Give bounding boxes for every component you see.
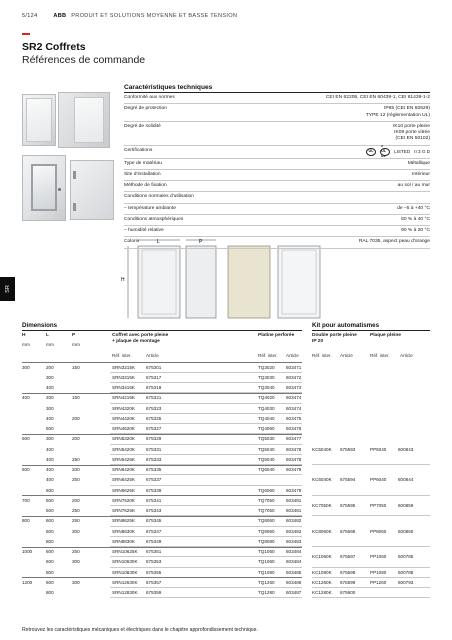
cell-c-art: 675319 — [146, 385, 162, 391]
cell-p-ref: TQ8060 — [258, 528, 275, 534]
cell-p-ref: TQ4030 — [258, 405, 275, 411]
cell-l: 600 — [46, 559, 54, 565]
cell-p-ref: TQ3020 — [258, 364, 275, 370]
platine-art-label: Article — [286, 353, 299, 358]
cell-c-art: 675327 — [146, 426, 162, 432]
cell-c-ref: SRN12630K — [112, 579, 138, 585]
cell-p-art: 603474 — [286, 405, 302, 411]
cell-h: 800 — [22, 518, 30, 524]
kit-pp-ref: PP1260 — [370, 579, 387, 585]
specs-table — [124, 92, 430, 249]
kit-divider — [312, 597, 430, 598]
cell-p-ref: TQ4040 — [258, 415, 275, 421]
kit-d-art: 675597 — [340, 554, 356, 560]
cell-l: 400 — [46, 467, 54, 473]
kit-d-ref: KC1280K — [312, 590, 332, 596]
double-art-label: Article — [340, 353, 353, 358]
cell-h: 1000 — [22, 549, 33, 555]
table-row — [22, 372, 430, 382]
cell-c-ref: SRN10625K — [112, 549, 138, 555]
photo-hinge — [73, 203, 76, 211]
kit-pp-art: 600860 — [398, 528, 414, 534]
kit-pp-art: 600793 — [398, 579, 414, 585]
group-divider — [22, 547, 302, 548]
cell-p-art: 603484 — [286, 549, 302, 555]
cell-p-ref: TQ7050 — [258, 497, 275, 503]
cell-c-art: 675331 — [146, 446, 162, 452]
cell-p-art: 603471 — [286, 364, 302, 370]
cell-c-ref: SRN10830K — [112, 569, 138, 575]
cell-p: 250 — [72, 456, 80, 462]
cell-p-ref: TQ5040 — [258, 446, 275, 452]
cell-p-art: 603483 — [286, 538, 302, 544]
kit-pp-ref: PP8060 — [370, 528, 387, 534]
cell-p: 200 — [72, 467, 80, 473]
spec-row — [124, 170, 430, 181]
photo-lock — [58, 188, 61, 191]
table-row — [22, 362, 430, 372]
kit-d-ref: KC7050K — [312, 503, 332, 508]
table-row — [22, 393, 430, 403]
cell-c-ref: SRN7525K — [112, 508, 135, 514]
cell-p-ref: TQ3040 — [258, 385, 275, 391]
kit-divider — [312, 464, 430, 465]
footnote: Retrouvez les caractéristiques mécaniques et électriques dans le chapitre approfondissement technique. — [22, 627, 258, 633]
table-row — [22, 383, 430, 393]
cell-p-art: 603475 — [286, 415, 302, 421]
cell-p-ref: TQ7050 — [258, 508, 275, 514]
kit-divider — [312, 546, 430, 547]
table-row — [22, 413, 430, 423]
cell-c-art: 675347 — [146, 528, 162, 534]
double-ref-label: Réf. inter. — [312, 353, 332, 358]
spec-row — [124, 159, 430, 170]
kit-d-art: 675596 — [340, 528, 356, 534]
spec-label: Méthode de fixation — [124, 183, 167, 189]
table-row — [22, 485, 430, 495]
cert-mark-icon: II 3 G D — [414, 148, 430, 154]
spec-label: Degré de solidité — [124, 123, 161, 129]
cell-p-ref: TQ1080 — [258, 569, 275, 575]
cell-c-ref: SRN12830K — [112, 590, 138, 596]
spec-label: – humidité relative — [124, 228, 164, 234]
enclosure-photo-glass — [22, 155, 66, 221]
table-row — [22, 454, 430, 464]
cell-p: 150 — [72, 395, 80, 401]
cell-c-ref: SRN8625K — [112, 518, 135, 524]
coffret-ref-label: Réf. inter. — [112, 353, 132, 358]
cell-c-ref: SRN8830K — [112, 538, 135, 544]
kit-d-ref: KC1080K — [312, 569, 332, 575]
cell-l: 400 — [46, 415, 54, 421]
cell-p-art: 603487 — [286, 590, 302, 596]
cell-c-ref: SRN3315K — [112, 374, 135, 380]
group-divider — [22, 577, 302, 578]
cert-mark-icon: c UL us — [380, 148, 390, 156]
kit-divider — [312, 577, 430, 578]
cell-c-art: 675323 — [146, 405, 162, 411]
col-p: P — [72, 333, 76, 338]
cell-c-art: 675321 — [146, 395, 162, 401]
cell-p-art: 603474 — [286, 395, 302, 401]
kit-pp-art: 600843 — [398, 446, 414, 452]
page-number: 5/124 — [22, 13, 38, 19]
cell-p-art: 603484 — [286, 559, 302, 565]
cell-p: 250 — [72, 477, 80, 483]
cell-p-ref: TQ1060 — [258, 549, 275, 555]
cell-l: 400 — [46, 477, 54, 483]
cell-h: 400 — [22, 395, 30, 401]
cell-p-ref: TQ6040 — [258, 467, 275, 473]
spec-label: Conditions atmosphériques — [124, 216, 184, 222]
cell-p: 250 — [72, 549, 80, 555]
reference-table — [22, 362, 430, 598]
cell-p: 200 — [72, 415, 80, 421]
kit-divider — [312, 567, 430, 568]
cell-p-art: 603482 — [286, 528, 302, 534]
cell-p-art: 603478 — [286, 446, 302, 452]
kit-heading: Kit pour automatismes — [312, 322, 380, 329]
cell-p-ref: TQ3030 — [258, 374, 275, 380]
photo-hinge — [73, 171, 76, 179]
table-row — [22, 577, 430, 587]
kit-d-art: 675600 — [340, 590, 356, 596]
cell-l: 400 — [46, 446, 54, 452]
cell-c-ref: SRN3415K — [112, 385, 135, 391]
cell-h: 700 — [22, 497, 30, 503]
cell-p-ref: TQ4060 — [258, 426, 275, 432]
cell-l: 300 — [46, 405, 54, 411]
spec-label: Conditions normales d'utilisation — [124, 194, 194, 200]
enclosure-photo-open-door — [58, 92, 110, 148]
spec-row — [124, 181, 430, 192]
spec-label: Site d'installation — [124, 171, 161, 177]
spec-row — [124, 226, 430, 237]
cell-c-art: 675357 — [146, 579, 162, 585]
cell-h: 1200 — [22, 579, 33, 585]
enclosure-photo-open — [22, 94, 56, 146]
spec-label: Conformité aux normes — [124, 95, 175, 100]
cell-p-art: 603482 — [286, 518, 302, 524]
col-coffret: Coffret avec porte pleine + plaque de montage — [112, 333, 169, 345]
cell-p-art: 603486 — [286, 579, 302, 585]
cell-c-art: 675317 — [146, 374, 162, 380]
dimensions-heading: Dimensions — [22, 322, 58, 329]
cell-l: 500 — [46, 508, 54, 514]
kit-d-ref: KC1260K — [312, 579, 332, 585]
cell-l: 300 — [46, 374, 54, 380]
coffret-art-label: Article — [146, 353, 159, 358]
spec-value: IK10 porte pleine IK09 porte vitrée (CEI EN 50102) — [393, 123, 430, 142]
cell-l: 400 — [46, 385, 54, 391]
kit-d-art: 675595 — [340, 503, 356, 508]
cell-p-ref: TQ8060 — [258, 518, 275, 524]
spec-row — [124, 215, 430, 226]
table-row — [22, 475, 430, 485]
cell-l: 600 — [46, 579, 54, 585]
cell-p: 300 — [72, 528, 80, 534]
table-row — [22, 495, 430, 505]
cell-l: 800 — [46, 590, 54, 596]
cell-c-ref: SRN10630K — [112, 559, 138, 565]
spec-value: 50 % à 40 °C — [401, 216, 430, 222]
page-title: SR2 Coffrets — [22, 41, 86, 53]
cell-l: 500 — [46, 497, 54, 503]
spec-value: Métallique — [407, 160, 430, 166]
cell-c-ref: SRN4215K — [112, 395, 135, 401]
diagram-label-L: L — [157, 239, 160, 245]
cell-c-ref: SRN6625K — [112, 487, 135, 493]
cell-l: 200 — [46, 364, 54, 370]
table-row — [22, 516, 430, 526]
side-tab — [0, 277, 15, 301]
accent-bar — [22, 33, 30, 35]
cell-c-art: 675301 — [146, 364, 162, 370]
dimension-diagram — [118, 236, 348, 321]
table-row — [22, 557, 430, 567]
cell-p: 300 — [72, 559, 80, 565]
spec-row — [124, 237, 430, 248]
cell-p-ref: TQ5030 — [258, 436, 275, 442]
spec-value: 90 % à 20 °C — [401, 228, 430, 234]
cell-p-ref: TQ5040 — [258, 456, 275, 462]
cell-c-ref: SRN4620K — [112, 426, 135, 432]
cell-c-art: 675329 — [146, 436, 162, 442]
cell-p-ref: TQ1280 — [258, 590, 275, 596]
cell-l: 300 — [46, 436, 54, 442]
cell-p-art: 603479 — [286, 467, 302, 473]
spec-value: au sol / au mur — [397, 183, 430, 189]
cell-c-art: 675333 — [146, 456, 162, 462]
cell-p: 200 — [72, 497, 80, 503]
specs-heading: Caractéristiques techniques — [124, 84, 213, 91]
spec-value: CEI EN 62208, CEI EN 60439-1, CEI 61439-1-2 — [325, 95, 430, 100]
cell-p-art: 603479 — [286, 487, 302, 493]
col-h: H — [22, 333, 26, 338]
cell-p-ref: TQ8080 — [258, 538, 275, 544]
kit-d-ref: KC8060K — [312, 528, 332, 534]
cell-c-art: 675355 — [146, 569, 162, 575]
cell-p-art: 603481 — [286, 497, 302, 503]
side-tab-label: SR — [4, 285, 11, 293]
spec-value: RAL 7035, aspect peau d'orange — [358, 239, 430, 245]
page-header — [22, 13, 237, 19]
kit-divider — [312, 587, 430, 588]
kit-rule — [312, 330, 430, 331]
kit-d-art: 675593 — [340, 446, 356, 452]
spec-value: de –5 à +40 °C — [397, 205, 430, 211]
cell-c-art: 675349 — [146, 538, 162, 544]
kit-pp-ref: PP1060 — [370, 554, 387, 560]
unit-p: mm — [72, 343, 80, 348]
cell-c-ref: SRN6425K — [112, 477, 135, 483]
spec-row — [124, 204, 430, 215]
group-divider — [22, 434, 302, 435]
col-double: Double porte pleine IP 20 — [312, 333, 357, 345]
cell-p: 250 — [72, 518, 80, 524]
cell-c-ref: SRN5320K — [112, 436, 135, 442]
cell-l: 600 — [46, 426, 54, 432]
photo-glass-door — [31, 164, 58, 211]
cell-c-art: 675345 — [146, 518, 162, 524]
table-row — [22, 403, 430, 413]
kit-pp-ref: PP6040 — [370, 477, 387, 483]
kit-d-art: 675598 — [340, 569, 356, 575]
table-row — [22, 536, 430, 546]
kit-pp-ref: PP7050 — [370, 503, 387, 508]
spec-value: Intérieur — [412, 171, 430, 177]
spec-label: Degré de protection — [124, 106, 167, 112]
table-row — [22, 465, 430, 475]
cell-p-ref: TQ1060 — [258, 559, 275, 565]
cell-p-art: 603472 — [286, 374, 302, 380]
cell-p-art: 603485 — [286, 569, 302, 575]
cell-p: 200 — [72, 436, 80, 442]
cell-h: 600 — [22, 467, 30, 473]
photo-door — [26, 98, 53, 142]
cell-c-ref: SRN5425K — [112, 456, 135, 462]
cell-c-art: 675359 — [146, 590, 162, 596]
cell-c-ref: SRN3215K — [112, 364, 135, 370]
cert-mark-icon: UL — [366, 148, 376, 156]
cell-h: 300 — [22, 364, 30, 370]
page-subtitle: Références de commande — [22, 54, 146, 66]
cell-p-art: 603478 — [286, 456, 302, 462]
cell-p-ref: TQ4020 — [258, 395, 275, 401]
cell-c-art: 675351 — [146, 549, 162, 555]
kit-d-ref: KC6040K — [312, 477, 332, 483]
cell-c-art: 675343 — [146, 508, 162, 514]
cell-l: 200 — [46, 395, 54, 401]
photo-inner — [74, 97, 104, 142]
cell-l: 400 — [46, 456, 54, 462]
table-row — [22, 588, 430, 598]
group-divider — [22, 465, 302, 466]
table-row — [22, 567, 430, 577]
spec-label: Certifications — [124, 147, 153, 153]
cell-c-art: 675337 — [146, 477, 162, 483]
unit-l: mm — [46, 343, 54, 348]
cell-p-art: 603477 — [286, 436, 302, 442]
col-platine: Platine perforée — [258, 333, 295, 338]
kit-d-art: 675599 — [340, 579, 356, 585]
spec-row — [124, 192, 430, 203]
kit-d-art: 675594 — [340, 477, 356, 483]
kit-divider — [312, 515, 430, 516]
spec-row — [124, 93, 430, 104]
header-subtitle: PRODUIT ET SOLUTIONS MOYENNE ET BASSE TENSION — [71, 13, 238, 19]
spec-row — [124, 104, 430, 122]
table-row — [22, 506, 430, 516]
spec-row — [124, 122, 430, 146]
kit-pp-art: 600844 — [398, 477, 414, 483]
kit-d-ref: KC1060K — [312, 554, 332, 560]
cell-c-art: 675325 — [146, 415, 162, 421]
cell-c-ref: SRN4320K — [112, 405, 135, 411]
spec-row — [124, 146, 430, 159]
plaque-art-label: Article — [400, 353, 413, 358]
group-divider — [22, 495, 302, 496]
cell-l: 600 — [46, 549, 54, 555]
group-divider — [22, 516, 302, 517]
diagram-label-H: H — [121, 277, 125, 283]
table-row — [22, 434, 430, 444]
cell-c-art: 675335 — [146, 467, 162, 473]
col-plaque: Plaque pleine — [370, 333, 401, 338]
table-row — [22, 547, 430, 560]
kit-pp-art: 600859 — [398, 503, 414, 508]
cell-c-ref: SRN8630K — [112, 528, 135, 534]
spec-label: Coloris — [124, 239, 140, 245]
cell-l: 800 — [46, 569, 54, 575]
cell-p: 300 — [72, 579, 80, 585]
dimensions-rule — [22, 330, 302, 331]
cell-p: 250 — [72, 508, 80, 514]
kit-pp-ref: PP5040 — [370, 446, 387, 452]
cell-p-ref: TQ6060 — [258, 487, 275, 493]
cell-c-ref: SRN7520K — [112, 497, 135, 503]
cell-p-art: 603473 — [286, 385, 302, 391]
kit-pp-art: 600785 — [398, 554, 414, 560]
cell-p-ref: TQ1260 — [258, 579, 275, 585]
certification-logos — [366, 144, 430, 159]
group-divider — [22, 362, 302, 363]
plaque-ref-label: Réf. inter. — [370, 353, 390, 358]
spec-label: – température ambiante — [124, 205, 176, 211]
cell-c-ref: SRN6420K — [112, 467, 135, 473]
cell-c-ref: SRN4420K — [112, 415, 135, 421]
cell-c-art: 675339 — [146, 487, 162, 493]
kit-pp-ref: PP1080 — [370, 569, 387, 575]
cell-c-art: 675353 — [146, 559, 162, 565]
cell-l: 600 — [46, 487, 54, 493]
brand-logo: ABB — [53, 13, 67, 19]
spec-value: IP65 (CEI EN 60529) TYPE 12 (réglementation UL) — [365, 106, 430, 118]
cell-c-art: 675341 — [146, 497, 162, 503]
unit-h: mm — [22, 343, 30, 348]
kit-pp-art: 600788 — [398, 569, 414, 575]
enclosure-photo-closed — [70, 160, 114, 220]
cert-mark-icon: LISTED — [394, 148, 411, 154]
cell-c-ref: SRN5420K — [112, 446, 135, 452]
row-divider — [110, 597, 302, 598]
cell-l: 800 — [46, 538, 54, 544]
kit-divider — [312, 495, 430, 496]
cell-p-art: 603481 — [286, 508, 302, 514]
cell-l: 600 — [46, 528, 54, 534]
cell-p-art: 603476 — [286, 426, 302, 432]
kit-d-ref: KC5040K — [312, 446, 332, 452]
group-divider — [22, 393, 302, 394]
table-row — [22, 424, 430, 434]
diagram-label-P: P — [199, 239, 203, 245]
table-row — [22, 526, 430, 536]
cell-h: 500 — [22, 436, 30, 442]
cell-p: 150 — [72, 364, 80, 370]
col-l: L — [46, 333, 49, 338]
platine-ref-label: Réf. inter. — [258, 353, 278, 358]
cell-l: 600 — [46, 518, 54, 524]
spec-label: Type de matériau — [124, 160, 162, 166]
table-row — [22, 444, 430, 454]
